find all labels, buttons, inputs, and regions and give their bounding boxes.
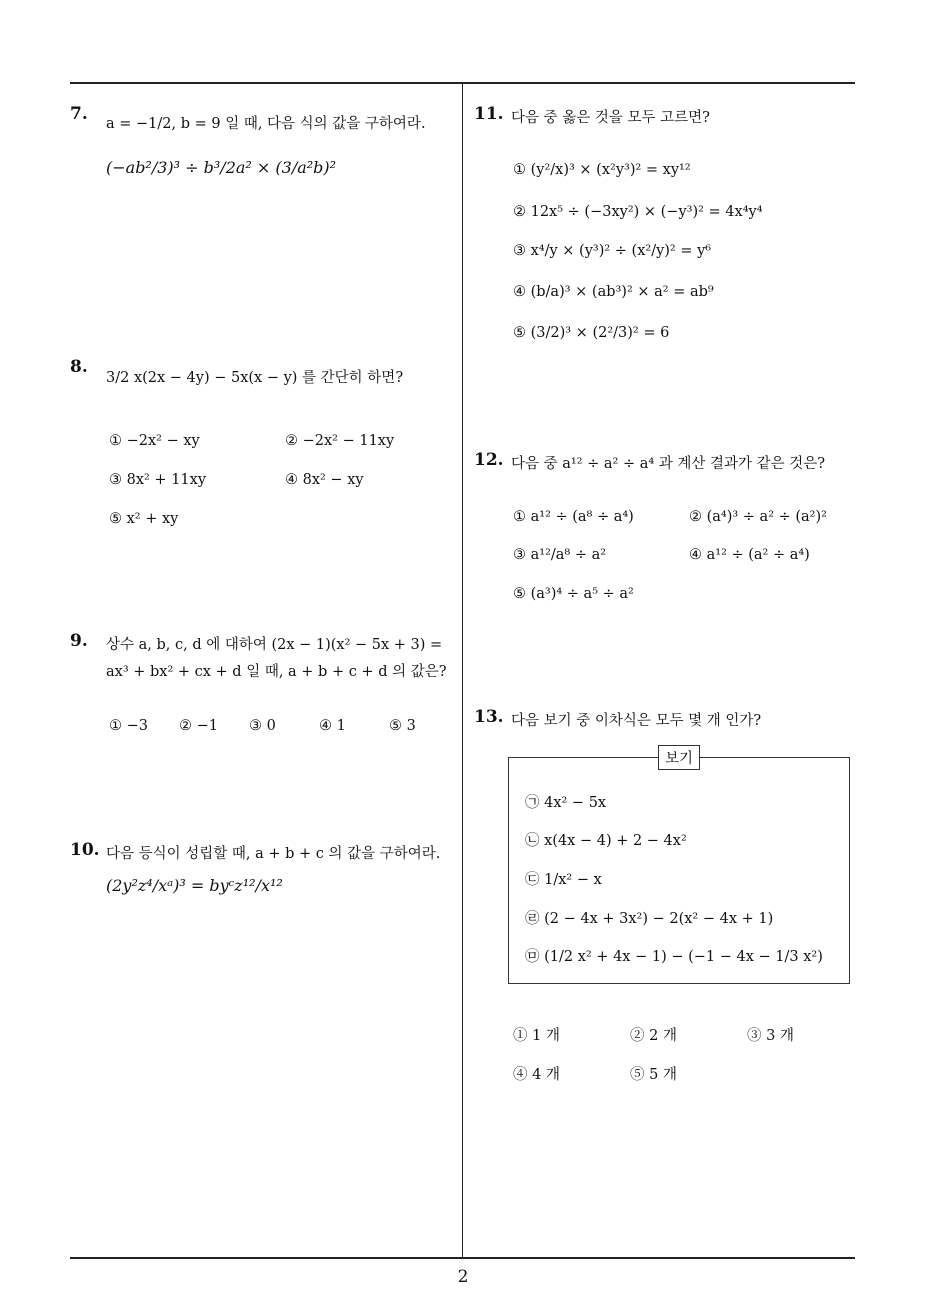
q13-option-3[interactable]: ③ 3 개 [747, 1028, 794, 1044]
q9-option-3[interactable]: ③ 0 [249, 718, 276, 734]
q12-option-1[interactable]: ① a¹² ÷ (a⁸ ÷ a⁴) [513, 509, 634, 525]
q9-option-5[interactable]: ⑤ 3 [389, 718, 416, 734]
q13-item-2: ㉡ x(4x − 4) + 2 − 4x² [525, 833, 687, 849]
q13-item-1: ㉠ 4x² − 5x [525, 795, 607, 811]
q9-option-1[interactable]: ① −3 [109, 718, 148, 734]
q10-text: 다음 등식이 성립할 때, a + b + c 의 값을 구하여라. [106, 846, 441, 862]
q13-option-5[interactable]: ⑤ 5 개 [630, 1067, 677, 1083]
q11-option-5[interactable]: ⑤ (3/2)³ × (2²/3)² = 6 [513, 325, 670, 341]
q11-number: 11. [474, 104, 504, 124]
q11-option-1[interactable]: ① (y²/x)³ × (x²y³)² = xy¹² [513, 162, 691, 178]
q8-number: 8. [70, 357, 88, 377]
q12-option-3[interactable]: ③ a¹²/a⁸ ÷ a² [513, 547, 607, 563]
q11-option-3[interactable]: ③ x⁴/y × (y³)² ÷ (x²/y)² = y⁶ [513, 243, 712, 259]
q10-number: 10. [70, 840, 100, 860]
q13-item-5: ㉤ (1/2 x² + 4x − 1) − (−1 − 4x − 1/3 x²) [525, 949, 823, 965]
q9-text-line2: ax³ + bx² + cx + d 일 때, a + b + c + d 의 값은? [106, 664, 447, 680]
q7-expression: (−ab²/3)³ ÷ b³/2a² × (3/a²b)² [106, 158, 337, 177]
q7-text: a = −1/2, b = 9 일 때, 다음 식의 값을 구하여라. [106, 116, 426, 132]
q13-option-1[interactable]: ① 1 개 [513, 1028, 560, 1044]
q13-option-2[interactable]: ② 2 개 [630, 1028, 677, 1044]
q8-text: 3/2 x(2x − 4y) − 5x(x − y) 를 간단히 하면? [106, 370, 404, 386]
q12-option-5[interactable]: ⑤ (a³)⁴ ÷ a⁵ ÷ a² [513, 586, 634, 602]
q9-option-4[interactable]: ④ 1 [319, 718, 346, 734]
q11-option-4[interactable]: ④ (b/a)³ × (ab³)² × a² = ab⁹ [513, 284, 714, 300]
q13-number: 13. [474, 707, 504, 727]
q9-number: 9. [70, 631, 88, 651]
q13-item-4: ㉣ (2 − 4x + 3x²) − 2(x² − 4x + 1) [525, 911, 774, 927]
q8-option-4[interactable]: ④ 8x² − xy [285, 472, 364, 488]
q8-option-1[interactable]: ① −2x² − xy [109, 433, 200, 449]
q10-expression: (2y²z⁴/xᵃ)³ = byᶜz¹²/x¹² [106, 876, 283, 895]
q11-text: 다음 중 옳은 것을 모두 고르면? [511, 110, 710, 126]
q7-number: 7. [70, 104, 88, 124]
bottom-rule [70, 1257, 855, 1259]
q8-option-5[interactable]: ⑤ x² + xy [109, 511, 179, 527]
q8-option-3[interactable]: ③ 8x² + 11xy [109, 472, 207, 488]
q13-option-4[interactable]: ④ 4 개 [513, 1067, 560, 1083]
q9-text-line1: 상수 a, b, c, d 에 대하여 (2x − 1)(x² − 5x + 3) = [106, 637, 443, 653]
q12-option-4[interactable]: ④ a¹² ÷ (a² ÷ a⁴) [689, 547, 810, 563]
q12-text: 다음 중 a¹² ÷ a² ÷ a⁴ 과 계산 결과가 같은 것은? [511, 456, 826, 472]
q13-text: 다음 보기 중 이차식은 모두 몇 개 인가? [511, 713, 762, 729]
q13-item-3: ㉢ 1/x² − x [525, 872, 602, 888]
page-number: 2 [457, 1267, 469, 1287]
q12-number: 12. [474, 450, 504, 470]
example-box-title: 보기 [658, 745, 700, 770]
q9-option-2[interactable]: ② −1 [179, 718, 218, 734]
q12-option-2[interactable]: ② (a⁴)³ ÷ a² ÷ (a²)² [689, 509, 827, 525]
q11-option-2[interactable]: ② 12x⁵ ÷ (−3xy²) × (−y³)² = 4x⁴y⁴ [513, 204, 763, 220]
q8-option-2[interactable]: ② −2x² − 11xy [285, 433, 395, 449]
column-divider [462, 83, 463, 1258]
